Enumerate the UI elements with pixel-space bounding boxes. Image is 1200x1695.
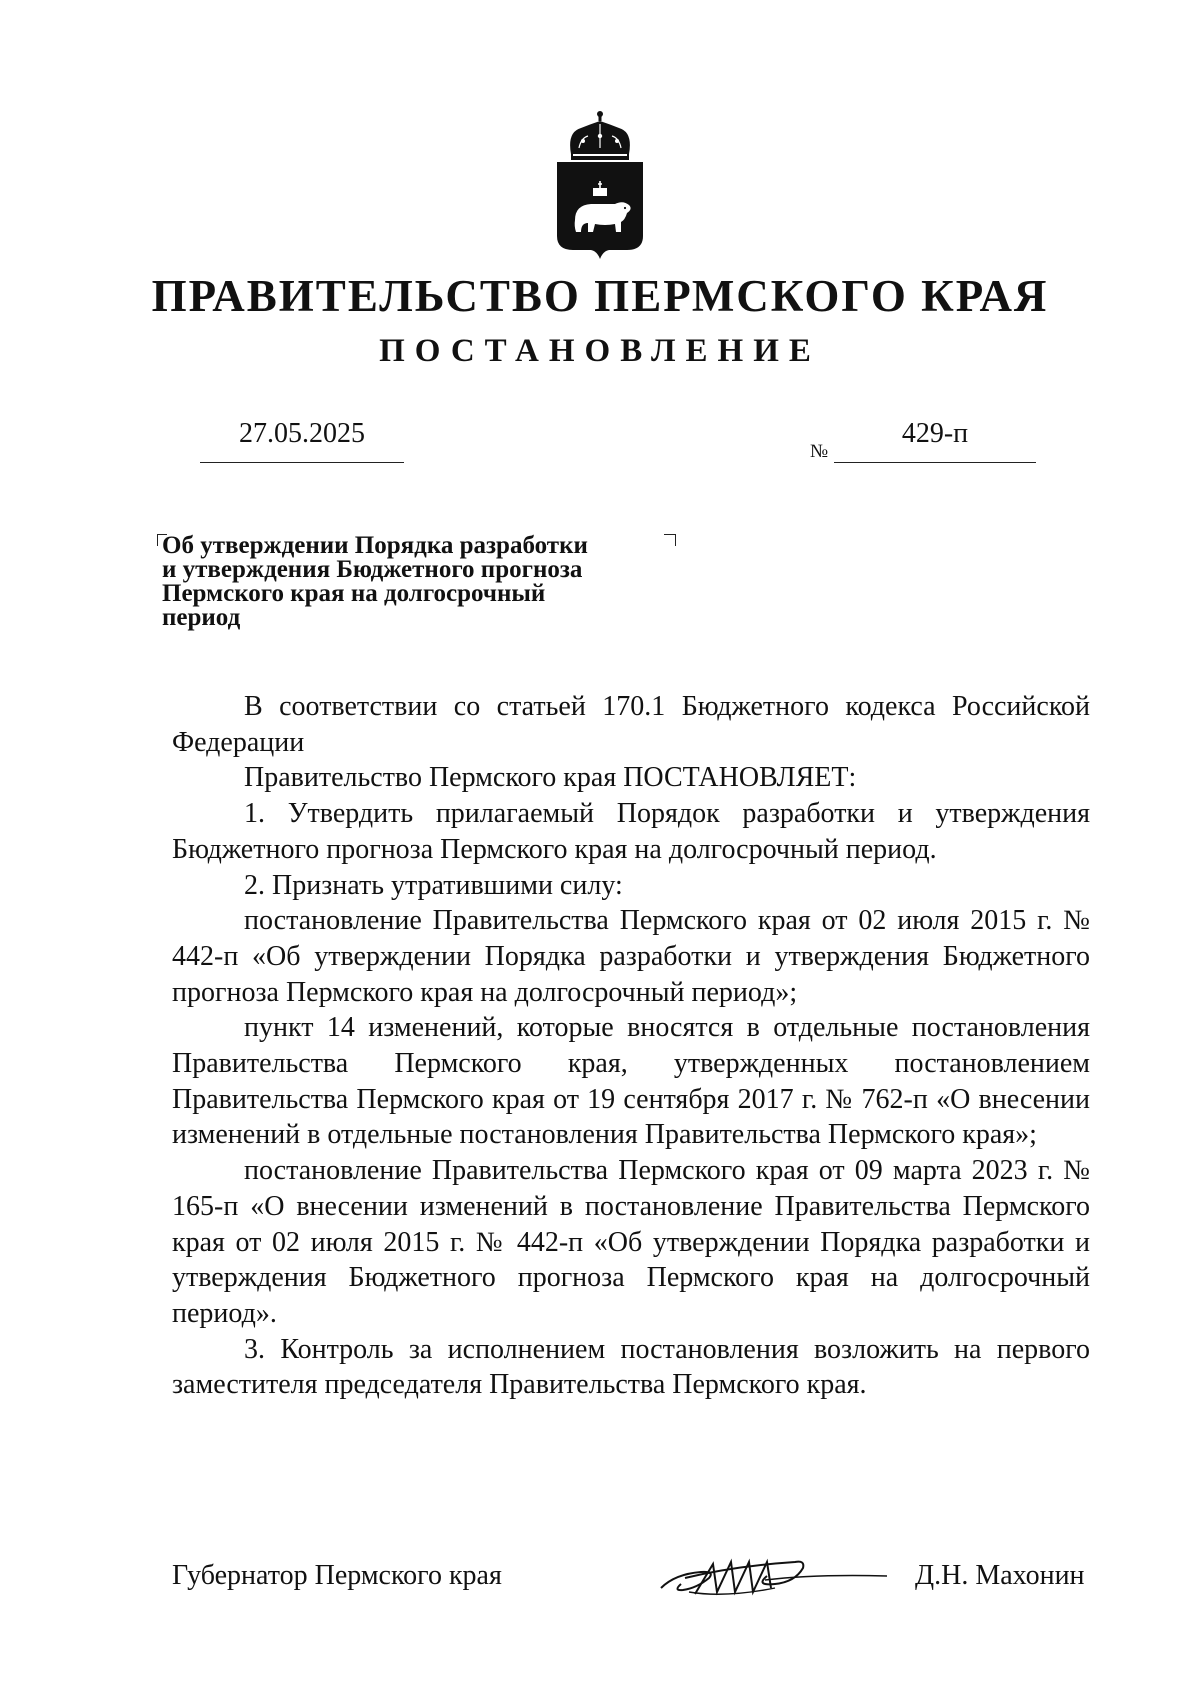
body-paragraph: 3. Контроль за исполнением постановления возложить на первого заместителя председателя Правительства Пермского края. <box>172 1333 1090 1401</box>
body-paragraph: В соответствии со статьей 170.1 Бюджетного кодекса Российской Федерации <box>172 691 1090 758</box>
body-paragraph: постановление Правительства Пермского края от 02 июля 2015 г. № 442-п «Об утверждении Порядка разработки и утверждения Бюджетного прогноза Пермского края на долгосрочный период»; <box>172 905 1090 1008</box>
body-paragraph: 1. Утвердить прилагаемый Порядок разработки и утверждения Бюджетного прогноза Пермского края на долгосрочный период. <box>172 798 1090 865</box>
subject-line: Пермского края на долгосрочный <box>162 580 546 607</box>
body-paragraph: пункт 14 изменений, которые вносятся в отдельные постановления Правительства Пермского края, утвержденных постановлением Правительства Пермского края от 19 сентября 2017 г. № 762-п «О внесении изменений в отдельные постановления Правительства Пермского края»; <box>172 1012 1090 1151</box>
subject-line: и утверждения Бюджетного прогноза <box>162 556 583 583</box>
subject-line: Об утверждении Порядка разработки <box>162 532 588 559</box>
document-date: 27.05.2025 <box>239 418 365 449</box>
signatory-title: Губернатор Пермского края <box>172 1560 502 1591</box>
perm-krai-coat-of-arms-icon <box>553 108 647 260</box>
number-sign: № <box>810 441 829 462</box>
signatory-name: Д.Н. Махонин <box>915 1560 1085 1591</box>
document-type-title: ПОСТАНОВЛЕНИЕ <box>379 333 821 369</box>
document-number: 429-п <box>901 418 969 449</box>
body-paragraph: 2. Признать утратившими силу: <box>244 869 623 901</box>
document-subject <box>162 534 682 630</box>
number-field <box>834 418 1036 463</box>
body-paragraph: постановление Правительства Пермского края от 09 марта 2023 г. № 165-п «О внесении изменений в постановление Правительства Пермского края от 02 июля 2015 г. № 442-п «Об утверждении Порядка разработки и утверждения Бюджетного прогноза Пермского края на долгосрочный период». <box>172 1155 1090 1329</box>
organization-title: ПРАВИТЕЛЬСТВО ПЕРМСКОГО КРАЯ <box>151 271 1049 321</box>
subject-line: период <box>162 604 241 631</box>
body-paragraph: Правительство Пермского края ПОСТАНОВЛЯЕТ: <box>244 762 857 794</box>
date-field <box>200 418 404 463</box>
document-body <box>172 689 1090 1403</box>
handwritten-signature <box>655 1548 895 1608</box>
